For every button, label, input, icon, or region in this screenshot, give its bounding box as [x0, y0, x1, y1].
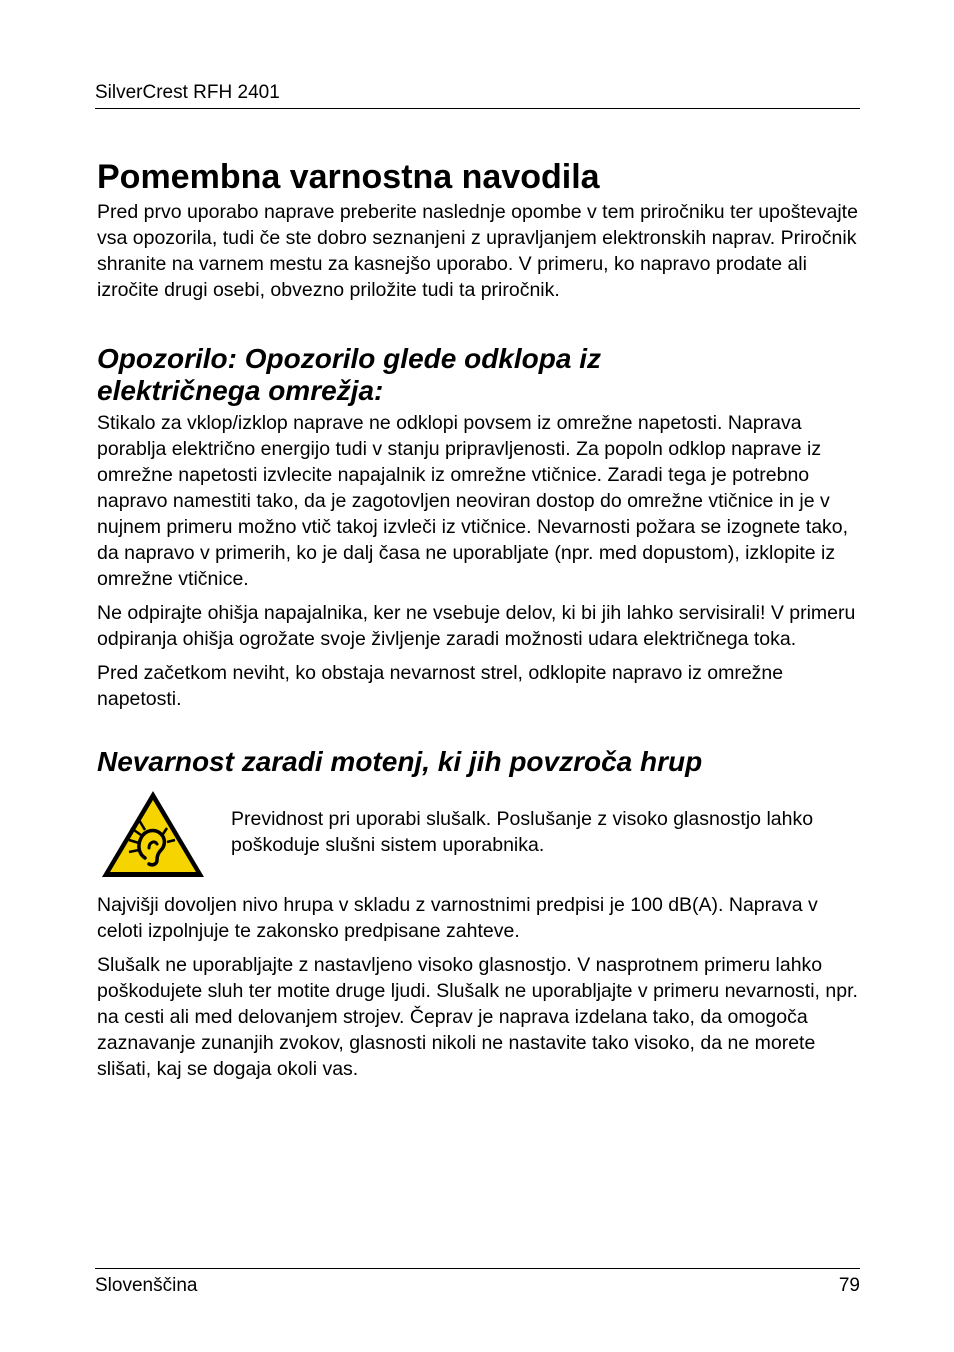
- page-footer: [95, 1268, 860, 1299]
- section-heading-line: električnega omrežja:: [97, 375, 384, 406]
- section-heading-noise: Nevarnost zaradi motenj, ki jih povzroča hrup: [97, 746, 703, 777]
- body-paragraph: Najvišji dovoljen nivo hrupa v skladu z varnostnimi predpisi je 100 dB(A). Naprava v celoti izpolnjuje te zakonsko predpisane zahteve.: [97, 894, 818, 942]
- intro-paragraph: Pred prvo uporabo naprave preberite naslednje opombe v tem priročniku ter upoštevajte vsa opozorila, tudi če ste dobro seznanjeni z upravljanjem elektronskih naprav. Priročnik shranite na varnem mestu za kasnejšo uporabo. V primeru, ko napravo prodate ali izročite drugi osebi, obvezno priložite tudi ta priročnik.: [97, 201, 858, 301]
- warning-block: [97, 788, 862, 880]
- page-number: 79: [838, 1275, 860, 1296]
- warning-text: Previdnost pri uporabi slušalk. Poslušanje z visoko glasnostjo lahko poškoduje slušni sistem uporabnika.: [231, 808, 814, 856]
- section-heading-line: Opozorilo: Opozorilo glede odklopa iz: [97, 343, 601, 374]
- body-paragraph: Pred začetkom neviht, ko obstaja nevarnost strel, odklopite napravo iz omrežne napetosti.: [97, 662, 784, 710]
- page-title: Pomembna varnostna navodila: [97, 158, 600, 196]
- hearing-warning-icon: [99, 788, 207, 880]
- body-paragraph: Slušalk ne uporabljajte z nastavljeno visoko glasnostjo. V nasprotnem primeru lahko poškodujete sluh ter motite druge ljudi. Slušalk ne uporabljajte v primeru nevarnosti, npr. na cesti ali med delovanjem strojev. Čeprav je naprava izdelana tako, da omogoča zaznavanje zunanjih zvokov, glasnosti nikoli ne nastavite tako visoko, da ne morete slišati, kaj se dogaja okoli vas.: [97, 954, 858, 1080]
- body-paragraph: Stikalo za vklop/izklop naprave ne odklopi povsem iz omrežne napetosti. Naprava porablja električno energijo tudi v stanju pripravljenosti. Za popoln odklop naprave iz omrežne napetosti izvlecite napajalnik iz omrežne vtičnice. Zaradi tega je potrebno napravo namestiti tako, da je zagotovljen neoviran dostop do omrežne vtičnice in je v nujnem primeru možno vtič takoj izvleči iz vtičnice. Nevarnosti požara se izognete tako, da napravo v primerih, ko je dalj časa ne uporabljate (npr. med dopustom), izklopite iz omrežne vtičnice.: [97, 412, 849, 590]
- header-title: SilverCrest RFH 2401: [95, 82, 280, 103]
- body-paragraph: Ne odpirajte ohišja napajalnika, ker ne vsebuje delov, ki bi jih lahko servisirali! V primeru odpiranja ohišja ogrožate svoje življenje zaradi možnosti udara električnega toka.: [97, 602, 856, 650]
- page-content: [97, 155, 862, 1082]
- page-header: [95, 80, 860, 109]
- section-heading-power-warning: [97, 343, 862, 407]
- footer-language: Slovenščina: [95, 1275, 198, 1296]
